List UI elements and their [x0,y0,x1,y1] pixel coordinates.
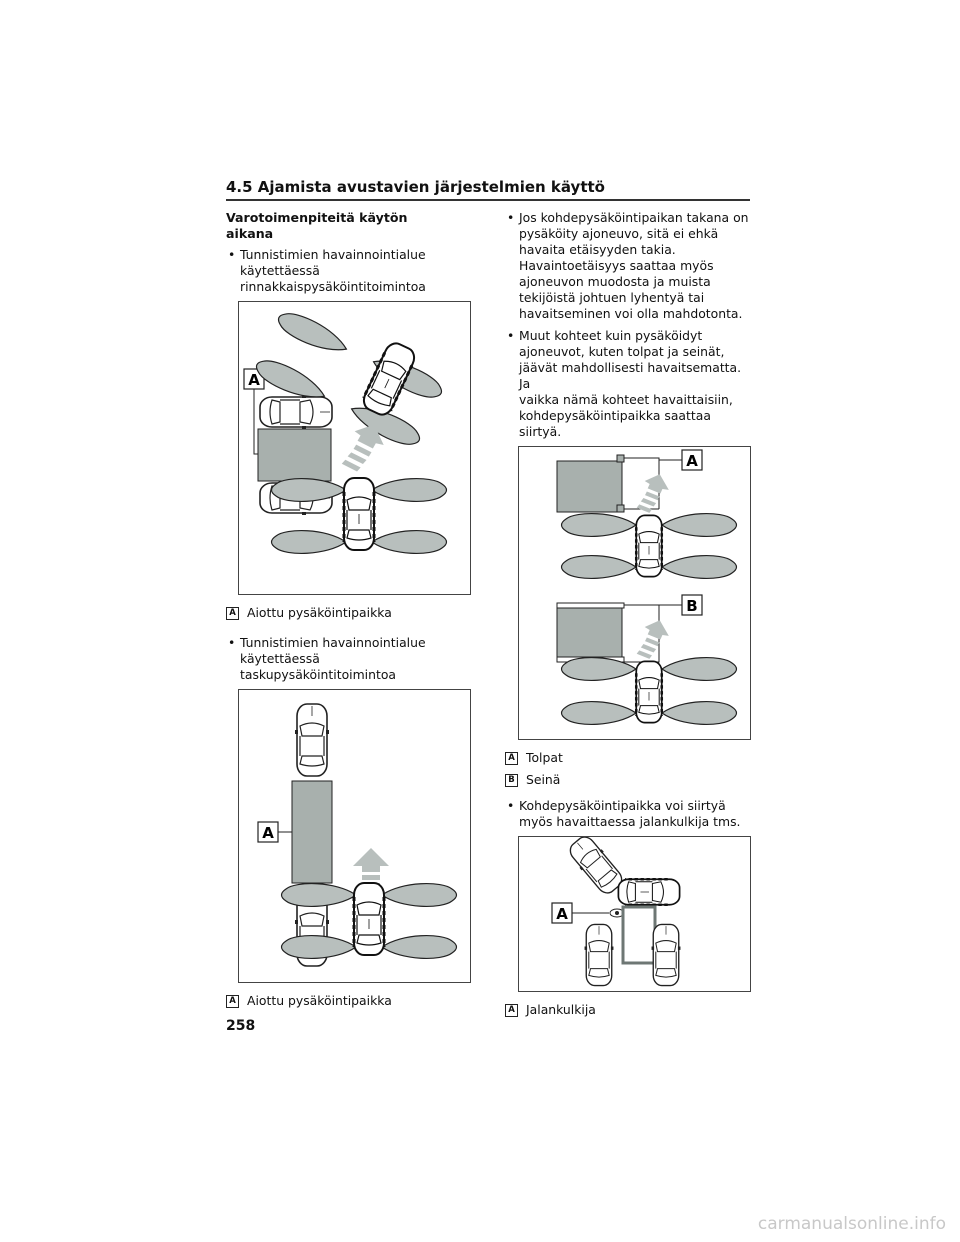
bullet-line: pysäköity ajoneuvo, sitä ei ehkä [519,226,719,241]
bullet-line: rinnakkaispysäköintitoimintoa [240,279,426,294]
legend-badge: B [505,774,518,787]
legend-text: Tolpat [526,750,563,765]
legend-text: Aiottu pysäköintipaikka [247,605,392,620]
legend-item [226,605,458,621]
legend-text: Seinä [526,772,561,787]
legend-badge: A [226,995,239,1008]
bullet-line: • Tunnistimien havainnointialue [240,247,426,262]
fig3-label-b: B [686,597,698,615]
bullet-line: kohdepysäköintipaikka saattaa siirtyä. [519,408,711,439]
bullet-line: tekijöistä johtuen lyhentyä tai [519,290,705,305]
bullet-line: havaitseminen voi olla mahdotonta. [519,306,743,321]
fig1-label: A [248,371,260,389]
legend-text: Jalankulkija [526,1002,596,1017]
legend-text: Aiottu pysäköintipaikka [247,993,392,1008]
bullet-line: • Kohdepysäköintipaikka voi siirtyä [519,798,726,813]
section-title: 4.5 Ajamista avustavien järjestelmien käyttö [226,178,605,196]
bullet-line: ajoneuvon muodosta ja muista [519,274,711,289]
page-header [226,178,750,201]
legend-item [505,1002,750,1018]
perpendicular-parking-illustration [239,690,470,982]
legend-item [226,993,458,1009]
bullet-perpendicular-parking [226,635,458,683]
bullet-line: havaita etäisyyden takia. [519,242,676,257]
bullet-line: • Muut kohteet kuin pysäköidyt [519,328,703,343]
right-column [505,210,750,1024]
legend-badge: A [505,1004,518,1017]
bullet-distance-limit [505,210,750,322]
bullet-line: jäävät mahdollisesti havaitsematta. Ja [519,360,742,391]
left-column [226,210,458,1015]
bullet-line: ajoneuvot, kuten tolpat ja seinät, [519,344,725,359]
legend-badge: A [226,607,239,620]
legend-badge: A [505,752,518,765]
bullet-line: käytettäessä [240,263,320,278]
bullet-other-objects [505,328,750,440]
bullet-line: käytettäessä [240,651,320,666]
bullet-line: myös havaittaessa jalankulkija tms. [519,814,741,829]
watermark: carmanualsonline.info [757,1214,946,1234]
pedestrian-illustration [519,837,750,991]
legend-item [505,750,750,766]
figure-perpendicular-parking [238,689,471,983]
fig3-label-a: A [686,452,698,470]
bullet-pedestrian [505,798,750,830]
fig4-label: A [556,905,568,923]
bullet-line: vaikka nämä kohteet havaittaisiin, [519,392,733,407]
figure-pedestrian [518,836,751,992]
figure-posts-and-wall [518,446,751,740]
parallel-parking-illustration [239,302,470,594]
bullet-line: • Tunnistimien havainnointialue [240,635,426,650]
page-number: 258 [226,1018,256,1034]
bullet-line: Havaintoetäisyys saattaa myös [519,258,714,273]
legend-item [505,772,750,788]
bullet-parallel-parking [226,247,458,295]
posts-and-wall-illustration [519,447,750,739]
bullet-line: taskupysäköintitoimintoa [240,667,396,682]
figure-parallel-parking [238,301,471,595]
bullet-line: • Jos kohdepysäköintipaikan takana on [519,210,749,225]
fig2-label: A [262,824,274,842]
section-heading: Varotoimenpiteitä käytön aikana [226,210,408,241]
